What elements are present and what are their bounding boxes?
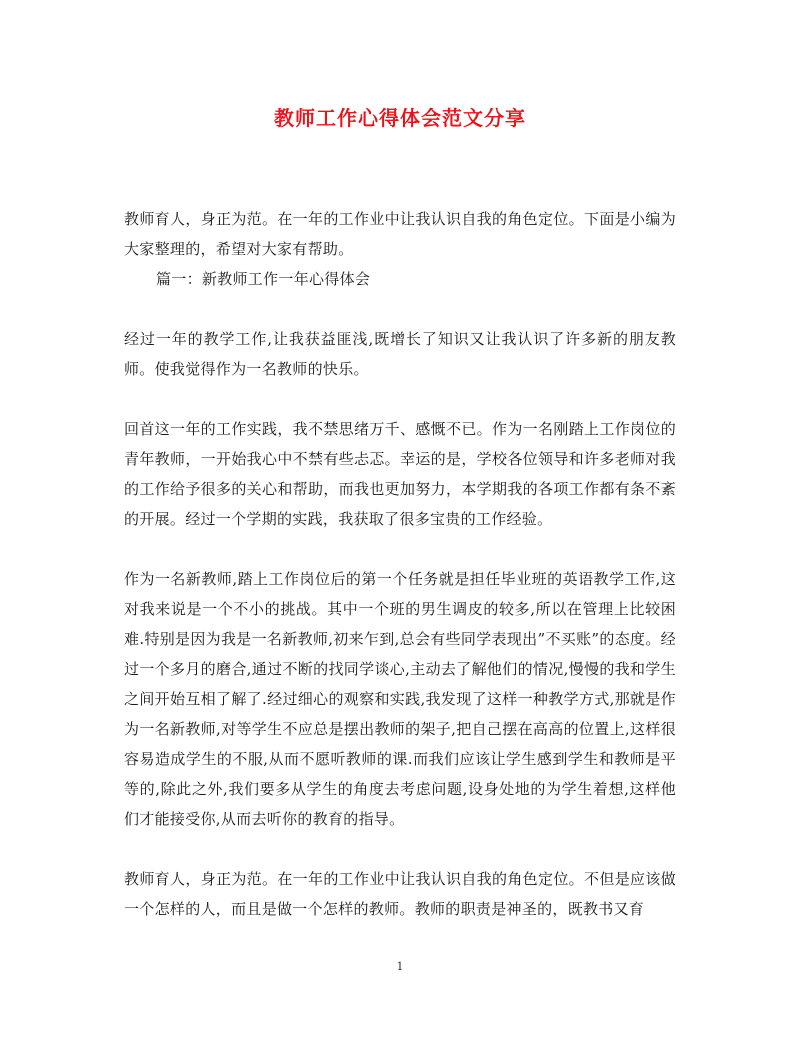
body-paragraph: 经过一年的教学工作,让我获益匪浅,既增长了知识又让我认识了许多新的朋友教师。使我觉得作为一名教师的快乐。 [124, 330, 676, 378]
body-paragraph: 作为一名新教师,踏上工作岗位后的第一个任务就是担任毕业班的英语教学工作,这对我来说是一个不小的挑战。其中一个班的男生调皮的较多,所以在管理上比较困难.特别是因为我是一名新教师,初来乍到,总会有些同学表现出”不买账”的态度。经过一个多月的磨合,通过不断的找同学谈心,主动去了解他们的情况,慢慢的我和学生之间开始互相了解了.经过细心的观察和实践,我发现了这样一种教学方式,那就是作为一名新教师,对等学生不应总是摆出教师的架子,把自己摆在高高的位置上,这样很容易造成学生的不服,从而不愿听教师的课.而我们应该让学生感到学生和教师是平等的,除此之外,我们要多从学生的角度去考虑问题,设身处地的为学生着想,这样他们才能接受你,从而去听你的教育的指导。 [124, 570, 676, 828]
document-body [124, 204, 676, 924]
document-title: 教师工作心得体会范文分享 [274, 106, 526, 130]
body-paragraph: 回首这一年的工作实践，我不禁思绪万千、感慨不已。作为一名刚踏上工作岗位的青年教师，一开始我心中不禁有些忐忑。幸运的是，学校各位领导和许多老师对我的工作给予很多的关心和帮助，而我也更加努力，本学期我的各项工作都有条不紊的开展。经过一个学期的实践，我获取了很多宝贵的工作经验。 [124, 420, 676, 528]
page-number: 1 [396, 960, 404, 973]
body-paragraph: 教师育人，身正为范。在一年的工作业中让我认识自我的角色定位。不但是应该做一个怎样的人，而且是做一个怎样的教师。教师的职责是神圣的，既教书又育 [124, 870, 676, 918]
intro-paragraph: 教师育人，身正为范。在一年的工作业中让我认识自我的角色定位。下面是小编为大家整理的，希望对大家有帮助。 [124, 210, 676, 258]
section-heading: 篇一：新教师工作一年心得体会 [156, 270, 371, 288]
